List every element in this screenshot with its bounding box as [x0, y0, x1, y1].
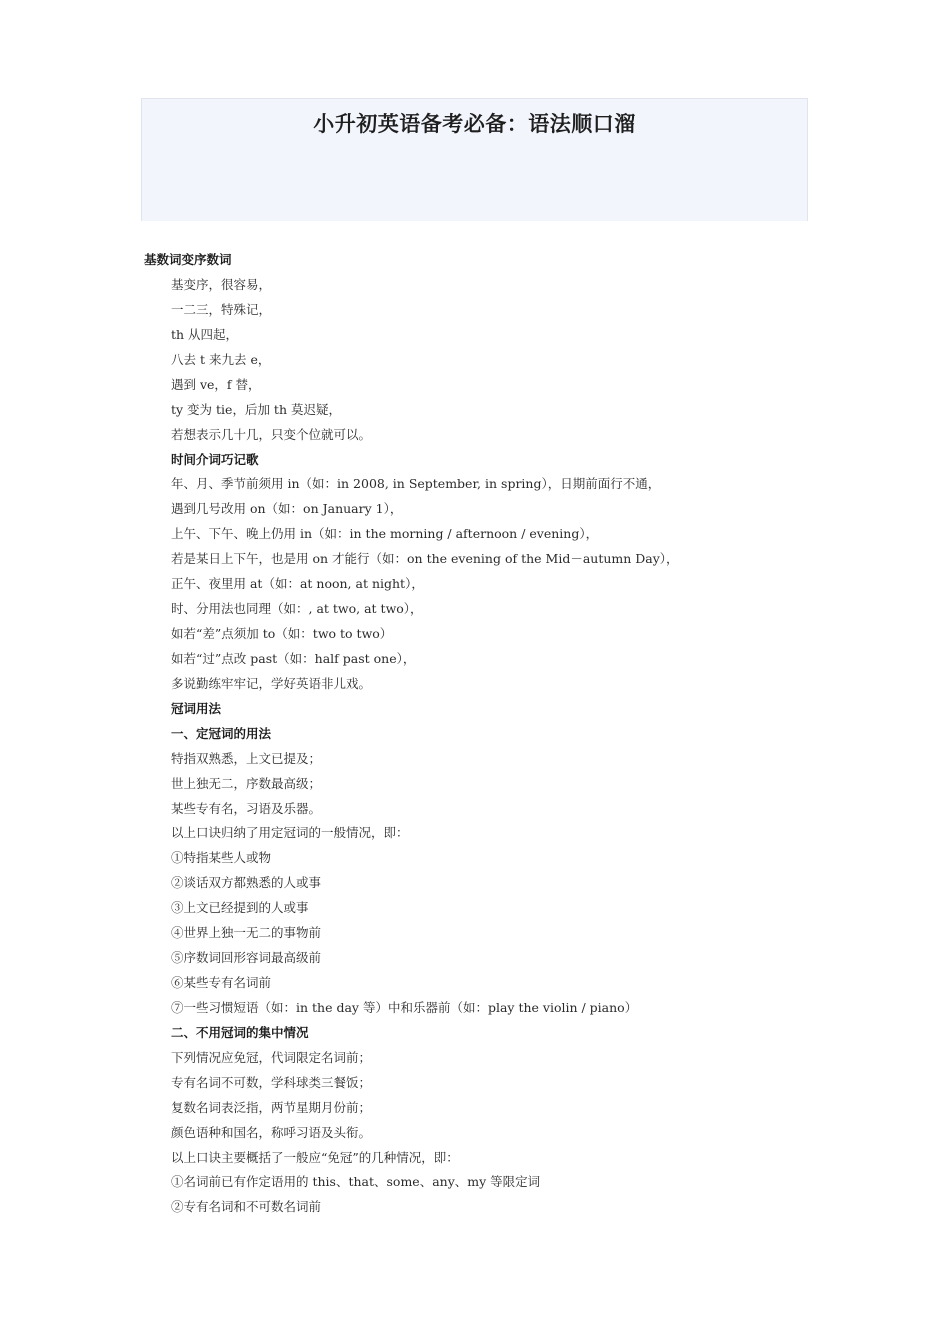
text-line: 年、月、季节前须用 in（如：in 2008, in September, in spring），日期前面行不通， — [171, 476, 661, 491]
text-line: 一二三，特殊记， — [171, 302, 272, 317]
text-line: ②专有名词和不可数名词前 — [171, 1199, 322, 1214]
text-line: 特指双熟悉，上文已提及； — [171, 751, 322, 766]
text-line: ⑥某些专有名词前 — [171, 975, 272, 990]
text-line: 如若“过”点改 past（如：half past one）， — [171, 651, 416, 666]
text-line: ty 变为 tie，后加 th 莫迟疑， — [171, 402, 341, 417]
text-line: 多说勤练牢牢记，学好英语非儿戏。 — [171, 676, 372, 691]
text-line: ④世界上独一无二的事物前 — [171, 925, 322, 940]
text-line: ⑦一些习惯短语（如：in the day 等）中和乐器前（如：play the violin / piano） — [171, 1000, 638, 1015]
section-heading: 冠词用法 — [171, 701, 222, 716]
text-line: th 从四起， — [171, 327, 239, 342]
text-line: 遇到 ve，f 替， — [171, 377, 261, 392]
text-line: 八去 t 来九去 e， — [171, 352, 271, 367]
text-line: 时、分用法也同理（如：, at two, at two）， — [171, 601, 423, 616]
title-banner — [141, 98, 808, 221]
section-heading-ordinal-numbers: 基数词变序数词 — [144, 252, 232, 267]
text-line: 基变序，很容易， — [171, 277, 272, 292]
text-line: ⑤序数词回形容词最高级前 — [171, 950, 322, 965]
text-line: 正午、夜里用 at（如：at noon, at night）， — [171, 576, 424, 591]
text-line: 复数名词表泛指，两节星期月份前； — [171, 1100, 372, 1115]
document-title: 小升初英语备考必备：语法顺口溜 — [313, 112, 636, 136]
text-line: 以上口诀归纳了用定冠词的一般情况，即： — [171, 825, 409, 840]
section-heading: 时间介词巧记歌 — [171, 452, 259, 467]
text-line: 若想表示几十几，只变个位就可以。 — [171, 427, 372, 442]
text-line: ①名词前已有作定语用的 this、that、some、any、my 等限定词 — [171, 1174, 541, 1189]
text-line: 某些专有名，习语及乐器。 — [171, 801, 322, 816]
text-line: 若是某日上下午，也是用 on 才能行（如：on the evening of the Mid－autumn Day）， — [171, 551, 679, 566]
text-line: ②谈话双方都熟悉的人或事 — [171, 875, 322, 890]
section-heading: 一、定冠词的用法 — [171, 726, 272, 741]
text-line: 世上独无二，序数最高级； — [171, 776, 322, 791]
text-line: 下列情况应免冠，代词限定名词前； — [171, 1050, 372, 1065]
section-heading: 二、不用冠词的集中情况 — [171, 1025, 309, 1040]
text-line: ①特指某些人或物 — [171, 850, 272, 865]
text-line: 如若“差”点须加 to（如：two to two） — [171, 626, 393, 641]
text-line: 上午、下午、晚上仍用 in（如：in the morning / afternoon / evening）， — [171, 526, 599, 541]
text-line: 颜色语种和国名，称呼习语及头衔。 — [171, 1125, 372, 1140]
text-line: ③上文已经提到的人或事 — [171, 900, 309, 915]
text-line: 遇到几号改用 on（如：on January 1）， — [171, 501, 403, 516]
text-line: 专有名词不可数，学科球类三餐饭； — [171, 1075, 372, 1090]
text-line: 以上口诀主要概括了一般应“免冠”的几种情况，即： — [171, 1150, 459, 1165]
